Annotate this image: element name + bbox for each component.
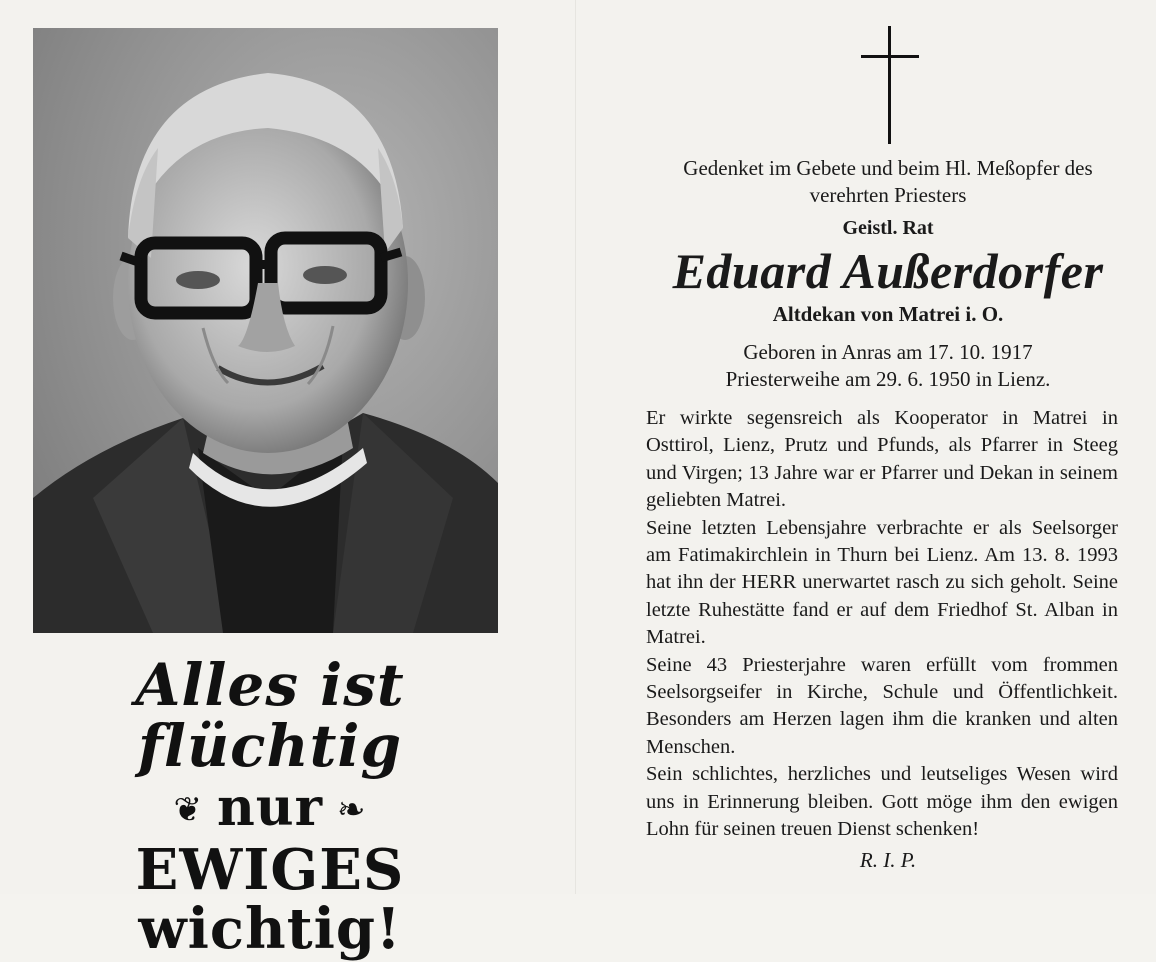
floral-flourish-icon: ❦ — [173, 790, 203, 831]
motto-line-2-text: nur — [216, 776, 323, 838]
bio-paragraph: Seine letzten Lebensjahre verbrachte er als Seelsorger am Fatimakirchlein in Thurn bei Lienz. Am 13. 8. 1993 hat ihn der HERR unerwartet rasch zu sich geholt. Seine letzte Ruhestätte fand er auf dem Friedhof St. Alban in Matrei. — [646, 516, 1118, 649]
card-fold — [575, 0, 576, 894]
biography — [646, 405, 1118, 844]
birth-date: Geboren in Anras am 17. 10. 1917 — [743, 340, 1033, 364]
rank-title: Geistl. Rat — [842, 217, 934, 239]
bio-paragraph: Er wirkte segensreich als Kooperator in Matrei in Osttirol, Lienz, Prutz und Pfunds, als Pfarrer in Steeg und Virgen; 13 Jahre war er Pfarrer und Dekan in seinem geliebten Matrei. — [646, 407, 1118, 512]
motto-line-2 — [20, 776, 520, 838]
cross-icon — [861, 26, 919, 144]
portrait-photo — [33, 28, 498, 633]
bio-paragraph: Seine 43 Priesterjahre waren erfüllt vom frommen Seelsorgseifer in Kirche, Schule und Öffentlichkeit. Besonders am Herzen lagen ihm die kranken und alten Menschen. — [646, 653, 1118, 758]
intro-line-1: Gedenket im Gebete und beim Hl. Meßopfer des — [683, 156, 1093, 180]
ordination-date: Priesterweihe am 29. 6. 1950 in Lienz. — [725, 367, 1051, 391]
motto-line-1: Alles ist flüchtig — [135, 651, 405, 780]
life-dates — [628, 339, 1148, 393]
deceased-name: Eduard Außerdorfer — [672, 243, 1104, 299]
intro-text — [628, 155, 1148, 209]
motto — [20, 651, 520, 962]
office-title: Altdekan von Matrei i. O. — [772, 302, 1004, 326]
bio-paragraph: Sein schlichtes, herzliches und leutseliges Wesen wird uns in Erinnerung bleiben. Gott möge ihm den ewigen Lohn für seinen treuen Dienst schenken! — [646, 763, 1118, 841]
intro-line-2: verehrten Priesters — [809, 183, 967, 207]
motto-line-3: EWIGES wichtig! — [135, 837, 405, 962]
floral-flourish-icon: ❧ — [337, 790, 367, 831]
rip-text: R. I. P. — [859, 848, 917, 872]
